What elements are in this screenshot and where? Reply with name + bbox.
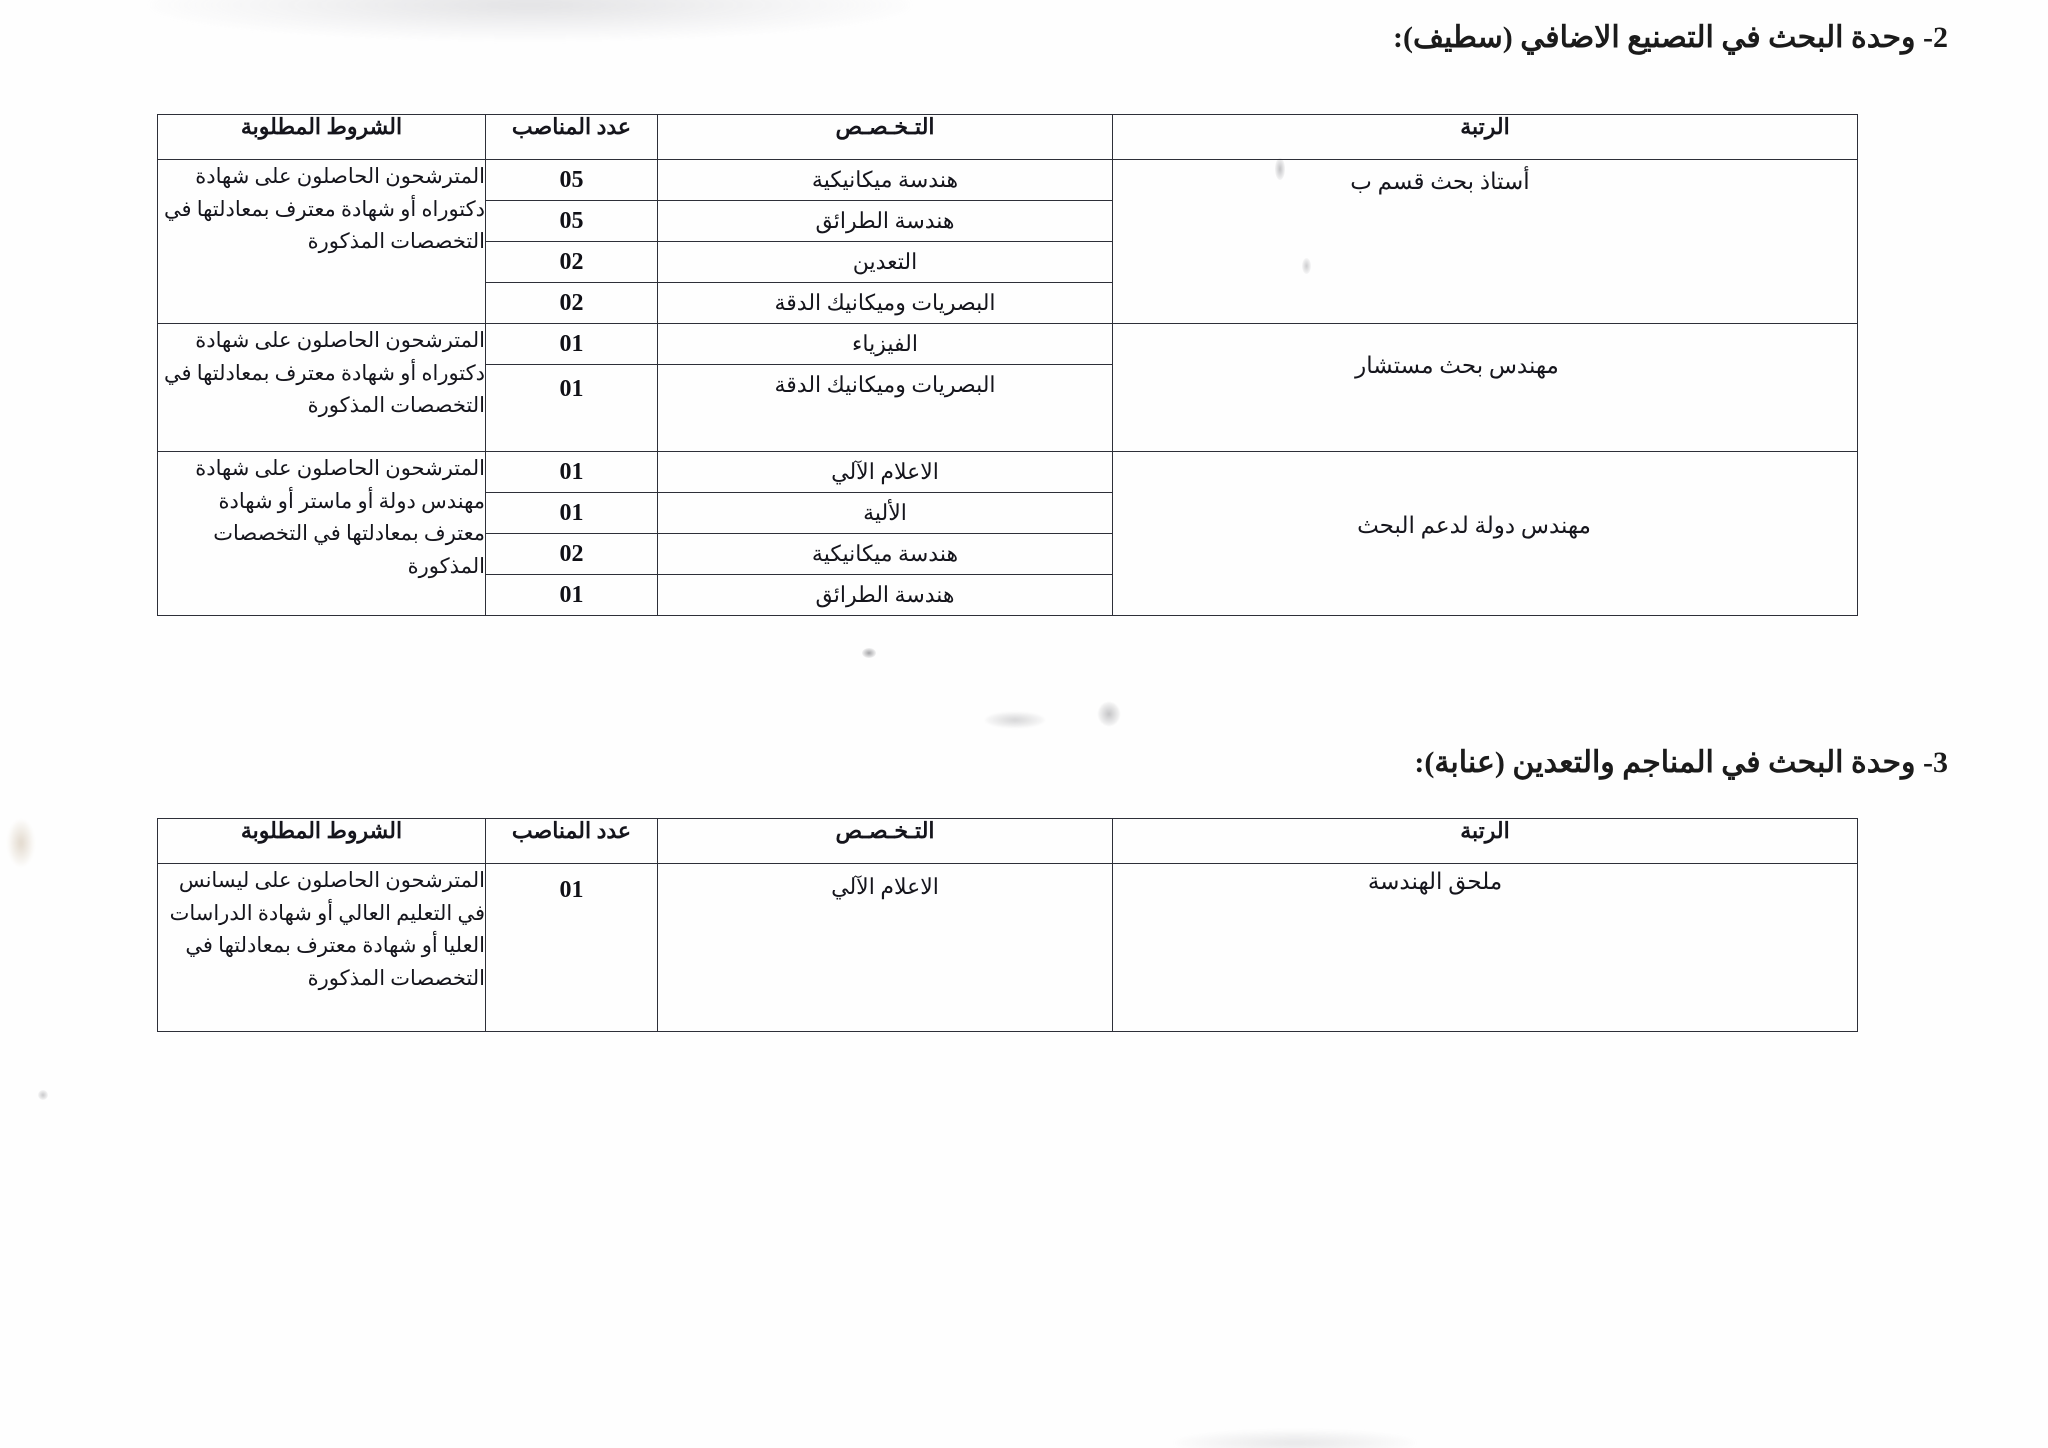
- specialization-label: الاعلام الآلي: [831, 874, 939, 899]
- cell-positions: 02: [486, 283, 658, 324]
- specialization-label: الاعلام الآلي: [831, 459, 939, 484]
- column-header-positions-label: عدد المناصب: [511, 818, 632, 843]
- positions-table-unit-2: [157, 114, 1858, 616]
- cell-rank: [1113, 452, 1858, 616]
- cell-positions: 05: [486, 160, 658, 201]
- specialization-label: الألية: [863, 500, 907, 525]
- column-header-positions: [486, 115, 658, 160]
- column-header-specialization: [658, 819, 1113, 864]
- column-header-rank: [1113, 819, 1858, 864]
- cell-positions: 05: [486, 201, 658, 242]
- cell-specialization: [658, 452, 1113, 493]
- column-header-conditions: [158, 115, 486, 160]
- section-heading-unit-2: 2- وحدة البحث في التصنيع الاضافي (سطيف):: [1392, 21, 1948, 54]
- column-header-rank: [1113, 115, 1858, 160]
- cell-positions: 01: [486, 493, 658, 534]
- scan-artifact-speck-a: [862, 648, 876, 658]
- table-row: [158, 452, 1858, 493]
- cell-specialization: [658, 864, 1113, 1032]
- cell-positions: 01: [486, 575, 658, 616]
- table-header-row: [158, 115, 1858, 160]
- positions-table-unit-3: [157, 818, 1858, 1032]
- specialization-label: البصريات وميكانيك الدقة: [774, 372, 996, 397]
- column-header-positions: [486, 819, 658, 864]
- scan-artifact-bottom: [1175, 1430, 1415, 1448]
- column-header-rank-label: الرتبة: [1460, 114, 1510, 139]
- cell-specialization: [658, 324, 1113, 365]
- rank-label: أستاذ بحث قسم ب: [1350, 169, 1530, 194]
- rank-label: ملحق الهندسة: [1367, 869, 1503, 894]
- table-header-row: [158, 819, 1858, 864]
- cell-specialization: [658, 575, 1113, 616]
- rank-label: مهندس بحث مستشار: [1355, 353, 1559, 378]
- cell-conditions: [158, 324, 486, 452]
- cell-conditions: [158, 160, 486, 324]
- scan-artifact-top: [150, 0, 910, 40]
- scan-artifact-speck-c: [1098, 702, 1120, 726]
- scan-artifact-left-edge: [8, 820, 34, 866]
- column-header-conditions-label: الشروط المطلوبة: [240, 818, 403, 843]
- cell-specialization: [658, 365, 1113, 452]
- specialization-label: البصريات وميكانيك الدقة: [774, 290, 996, 315]
- column-header-rank-label: الرتبة: [1460, 818, 1510, 843]
- table-row: [158, 160, 1858, 201]
- column-header-specialization-label: التـخـصـص: [835, 114, 935, 139]
- cell-positions: 02: [486, 242, 658, 283]
- specialization-label: هندسة الطرائق: [815, 208, 955, 233]
- table-row: [158, 324, 1858, 365]
- table-row: [158, 864, 1858, 1032]
- cell-positions: 01: [486, 452, 658, 493]
- cell-conditions: [158, 452, 486, 616]
- cell-specialization: [658, 201, 1113, 242]
- cell-positions: 01: [486, 864, 658, 1032]
- scan-artifact-speck-b: [985, 712, 1045, 728]
- scan-artifact-speck-f: [38, 1090, 48, 1100]
- conditions-label: المترشحون الحاصلون على شهادة دكتوراه أو شهادة معترف بمعادلتها في التخصصات المذكورة: [163, 164, 485, 254]
- cell-specialization: [658, 160, 1113, 201]
- conditions-label: المترشحون الحاصلون على شهادة دكتوراه أو شهادة معترف بمعادلتها في التخصصات المذكورة: [163, 328, 485, 418]
- section-heading-unit-3: 3- وحدة البحث في المناجم والتعدين (عنابة):: [1414, 746, 1948, 779]
- specialization-label: الفيزياء: [852, 331, 918, 356]
- column-header-conditions: [158, 819, 486, 864]
- cell-rank: [1113, 864, 1858, 1032]
- cell-conditions: [158, 864, 486, 1032]
- cell-positions: 01: [486, 324, 658, 365]
- cell-positions: 02: [486, 534, 658, 575]
- column-header-specialization: [658, 115, 1113, 160]
- specialization-label: التعدين: [852, 249, 918, 274]
- column-header-conditions-label: الشروط المطلوبة: [240, 114, 403, 139]
- rank-label: مهندس دولة لدعم البحث: [1357, 513, 1591, 538]
- cell-rank: [1113, 160, 1858, 324]
- cell-rank: [1113, 324, 1858, 452]
- cell-positions: 01: [486, 365, 658, 452]
- specialization-label: هندسة ميكانيكية: [811, 541, 959, 566]
- cell-specialization: [658, 534, 1113, 575]
- cell-specialization: [658, 283, 1113, 324]
- column-header-specialization-label: التـخـصـص: [835, 818, 935, 843]
- conditions-label: المترشحون الحاصلون على شهادة مهندس دولة أو ماستر أو شهادة معترف بمعادلتها في التخصصات المذكورة: [195, 456, 485, 578]
- column-header-positions-label: عدد المناصب: [511, 114, 632, 139]
- specialization-label: هندسة الطرائق: [815, 582, 955, 607]
- conditions-label: المترشحون الحاصلون على ليسانس في التعليم العالي أو شهادة الدراسات العليا أو شهادة معترف بمعادلتها في التخصصات المذكورة: [169, 868, 485, 990]
- cell-specialization: [658, 493, 1113, 534]
- specialization-label: هندسة ميكانيكية: [811, 167, 959, 192]
- cell-specialization: [658, 242, 1113, 283]
